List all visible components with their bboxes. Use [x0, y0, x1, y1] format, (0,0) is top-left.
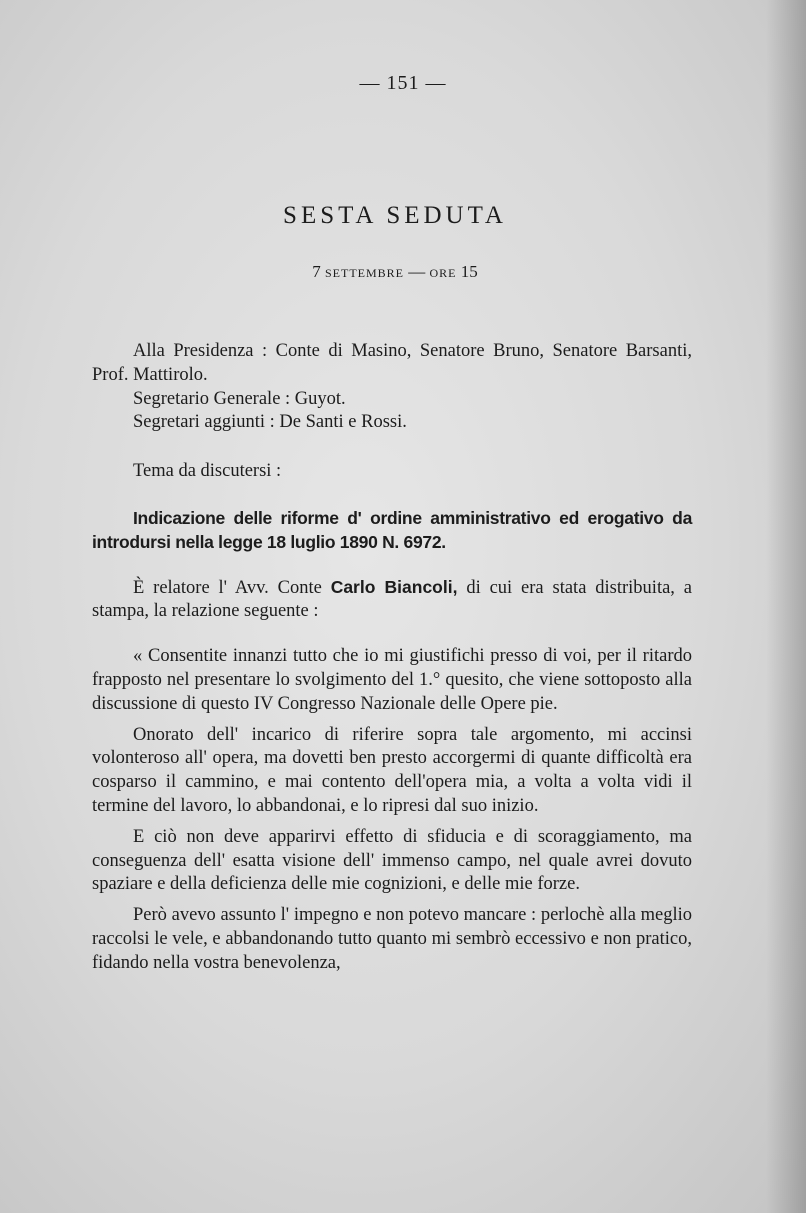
hour-word: ORE	[429, 266, 457, 280]
assistant-secretaries-line: Segretari aggiunti : De Santi e Rossi.	[133, 412, 407, 433]
date-day: 7	[312, 262, 321, 281]
report-paragraph: Però avevo assunto l' impegno e non potevo mancare : perlochè alla meglio raccolsi le vele, e abbandonando tutto quanto mi sembrò eccessivo e non pratico, fidando nella vostra benevolenza,	[92, 905, 692, 973]
theme-label: Tema da discutersi :	[133, 461, 282, 482]
secretary-general-line: Segretario Generale : Guyot.	[133, 388, 346, 409]
session-date	[0, 262, 790, 282]
date-month: SETTEMBRE	[324, 266, 404, 280]
report-paragraph: Onorato dell' incarico di riferire sopra tale argomento, mi accinsi volonteroso all' opera, ma dovetti ben presto accorgermi di quante difficoltà era cosparso il cammino, e mai contento dell'opera mia, a volta a volta vidi il termine del lavoro, lo abbandonai, e lo ripresi dal suo inizio.	[92, 724, 692, 816]
rapporteur-suffix: di cui era stata distribuita, a stampa, la relazione seguente :	[92, 577, 693, 622]
session-title: SESTA SEDUTA	[283, 202, 507, 229]
date-separator: —	[408, 262, 426, 281]
rapporteur-name: Carlo Biancoli,	[330, 576, 458, 597]
report-paragraph: « Consentite innanzi tutto che io mi giustifichi presso di voi, per il ritardo frapposto nel presentare lo svolgimento del 1.° quesito, che viene sottoposto alla discussione di questo IV Congresso Nazionale delle Opere pie.	[92, 646, 692, 714]
page-body	[92, 340, 692, 976]
page-number: — 151 —	[359, 72, 447, 94]
hour-value: 15	[460, 262, 478, 281]
report-paragraph: E ciò non deve apparirvi effetto di sfiducia e di scoraggiamento, ma conseguenza dell' esatta visione dell' immenso campo, nel quale avrei dovuto spaziare e della deficienza delle mie cognizioni, e delle mie forze.	[92, 826, 692, 895]
theme-text: Indicazione delle riforme d' ordine amministrativo ed erogativo da introdursi nella legge 18 luglio 1890 N. 6972.	[92, 507, 692, 552]
rapporteur-prefix: È relatore l' Avv. Conte	[133, 577, 331, 598]
rapporteur-paragraph	[92, 576, 692, 625]
presidency-line: Alla Presidenza : Conte di Masino, Senatore Bruno, Senatore Barsanti, Prof. Mattirolo.	[92, 341, 692, 385]
